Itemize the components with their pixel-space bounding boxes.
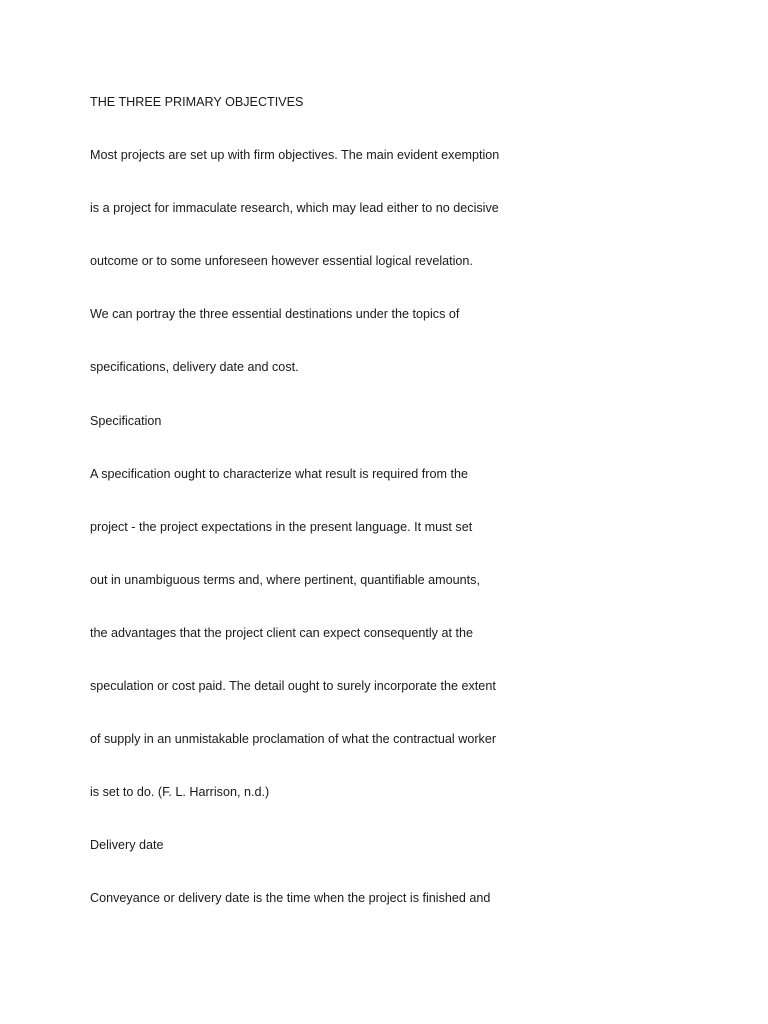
body-text-line: of supply in an unmistakable proclamation of what the contractual worker xyxy=(90,732,497,747)
body-text-line: A specification ought to characterize what result is required from the xyxy=(90,466,469,481)
body-text-line: We can portray the three essential destinations under the topics of xyxy=(90,307,460,322)
subheading-specification: Specification xyxy=(90,413,162,428)
body-text-line: Most projects are set up with firm objectives. The main evident exemption xyxy=(90,148,500,163)
body-text-line: speculation or cost paid. The detail ought to surely incorporate the extent xyxy=(90,679,496,694)
body-text-line: specifications, delivery date and cost. xyxy=(90,360,299,375)
body-text-line: outcome or to some unforeseen however essential logical revelation. xyxy=(90,254,473,269)
body-text-line: project - the project expectations in the present language. It must set xyxy=(90,519,473,534)
body-text-line: is set to do. (F. L. Harrison, n.d.) xyxy=(90,785,270,800)
document-body xyxy=(90,93,690,943)
body-text-line: is a project for immaculate research, which may lead either to no decisive xyxy=(90,201,499,216)
section-heading: THE THREE PRIMARY OBJECTIVES xyxy=(90,95,304,109)
subheading-delivery-date: Delivery date xyxy=(90,838,164,853)
body-text-line: the advantages that the project client can expect consequently at the xyxy=(90,625,473,640)
body-text-line: out in unambiguous terms and, where pertinent, quantifiable amounts, xyxy=(90,572,480,587)
body-text-line: Conveyance or delivery date is the time when the project is finished and xyxy=(90,891,491,906)
